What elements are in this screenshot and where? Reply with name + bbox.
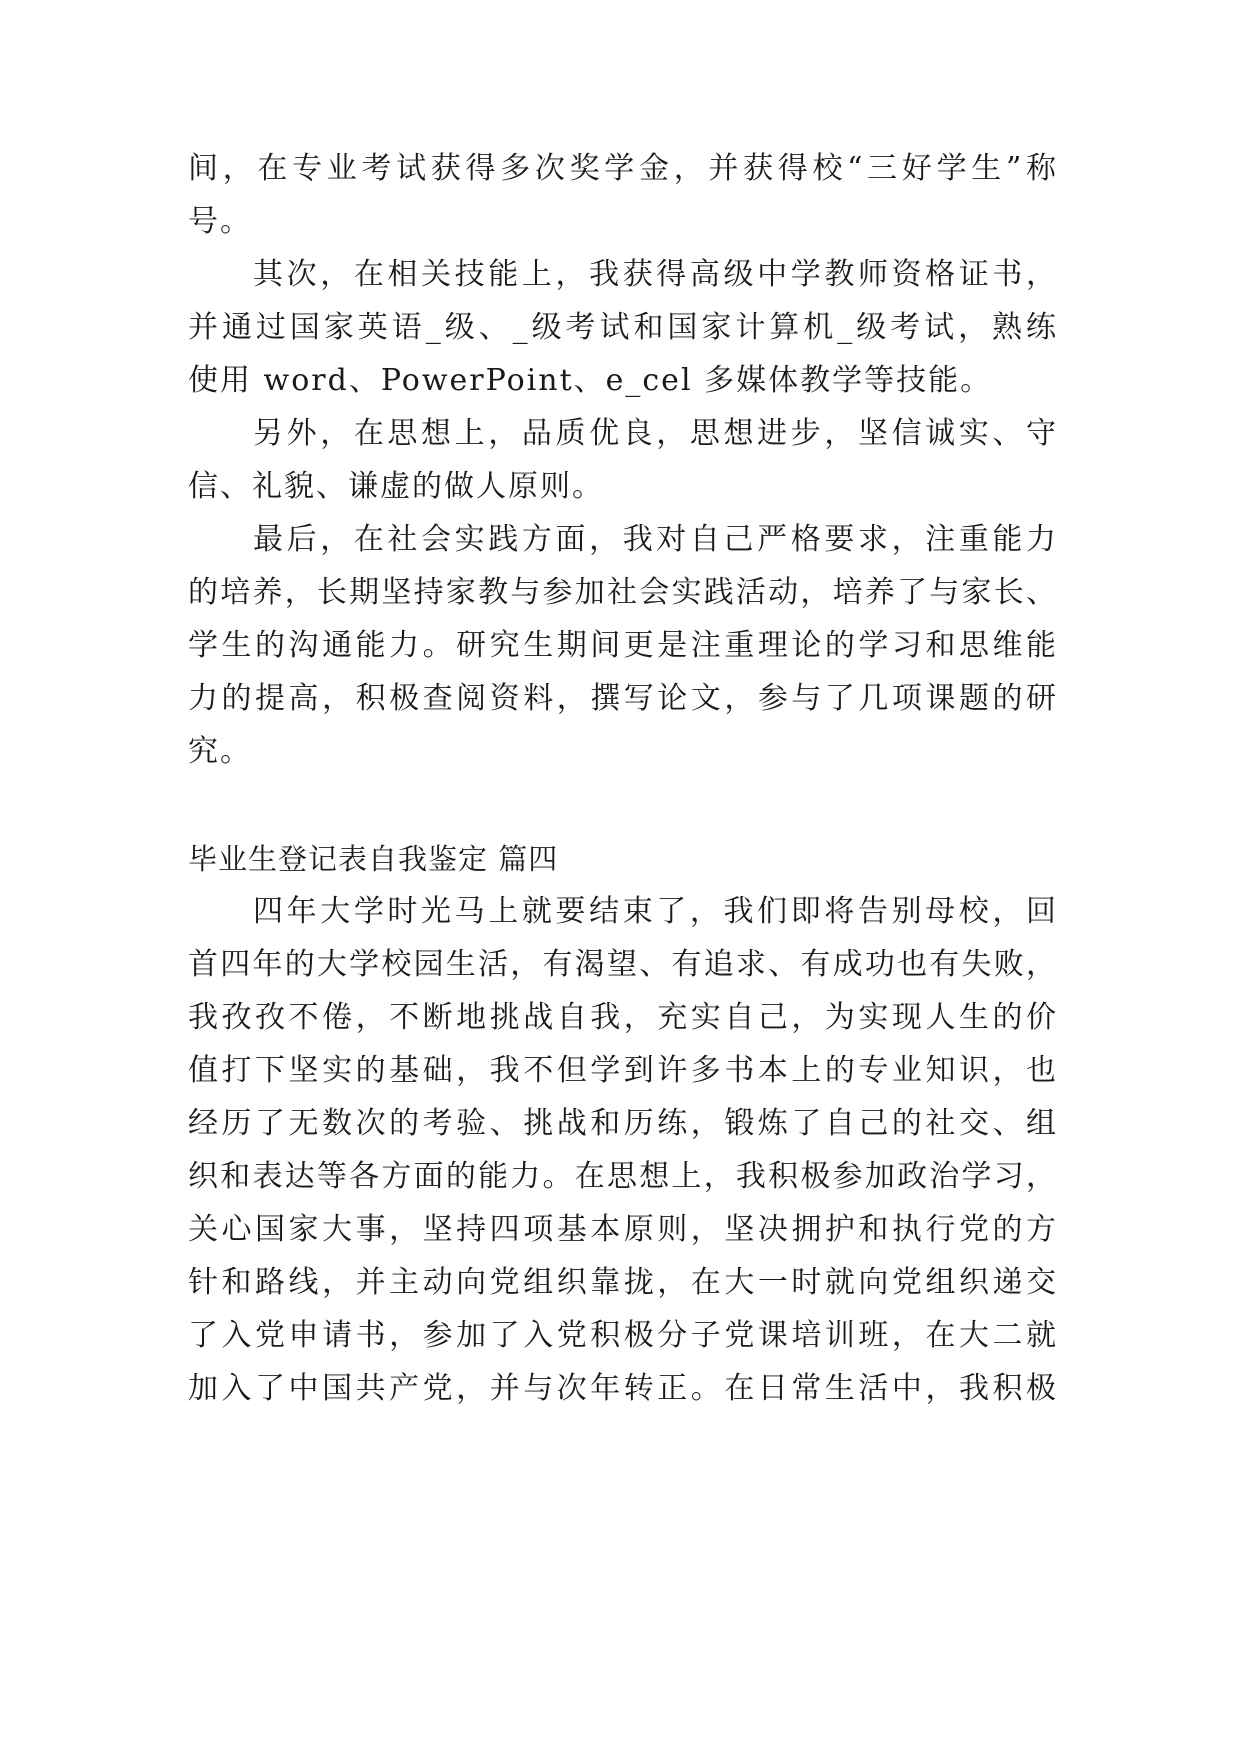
text-line: 其次，在相关技能上，我获得高级中学教师资格证书，: [253, 257, 1058, 292]
text-line: 信、礼貌、谦虚的做人原则。: [188, 469, 604, 504]
text-line: 我孜孜不倦，不断地挑战自我，充实自己，为实现人生的价: [188, 1000, 1058, 1035]
text-line: 间，在专业考试获得多次奖学金，并获得校“三好学生”称: [188, 151, 1058, 186]
text-line: 了入党申请书，参加了入党积极分子党课培训班，在大二就: [188, 1318, 1058, 1353]
text-line: 经历了无数次的考验、挑战和历练，锻炼了自己的社交、组: [188, 1106, 1058, 1141]
text-line: 另外，在思想上，品质优良，思想进步，坚信诚实、守: [253, 416, 1058, 451]
text-line: 关心国家大事，坚持四项基本原则，坚决拥护和执行党的方: [188, 1212, 1058, 1247]
text-line: 使用 word、PowerPoint、e_cel 多媒体教学等技能。: [188, 363, 993, 398]
section-heading: 毕业生登记表自我鉴定 篇四: [188, 842, 559, 876]
text-line: 加入了中国共产党，并与次年转正。在日常生活中，我积极: [188, 1371, 1058, 1406]
text-line: 学生的沟通能力。研究生期间更是注重理论的学习和思维能: [188, 628, 1058, 663]
text-line: 四年大学时光马上就要结束了，我们即将告别母校，回: [253, 894, 1058, 929]
text-line: 力的提高，积极查阅资料，撰写论文，参与了几项课题的研: [188, 681, 1058, 716]
text-line: 的培养，长期坚持家教与参加社会实践活动，培养了与家长、: [188, 575, 1058, 610]
text-line: 织和表达等各方面的能力。在思想上，我积极参加政治学习，: [188, 1159, 1058, 1194]
text-line: 首四年的大学校园生活，有渴望、有追求、有成功也有失败，: [188, 947, 1058, 982]
text-line: 最后，在社会实践方面，我对自己严格要求，注重能力: [253, 522, 1058, 557]
text-line: 究。: [188, 734, 252, 769]
text-line: 值打下坚实的基础，我不但学到许多书本上的专业知识，也: [188, 1053, 1058, 1088]
text-line: 并通过国家英语_级、_级考试和国家计算机_级考试，熟练: [188, 310, 1058, 345]
text-line: 号。: [188, 204, 252, 239]
text-line: 针和路线，并主动向党组织靠拢，在大一时就向党组织递交: [188, 1265, 1058, 1300]
